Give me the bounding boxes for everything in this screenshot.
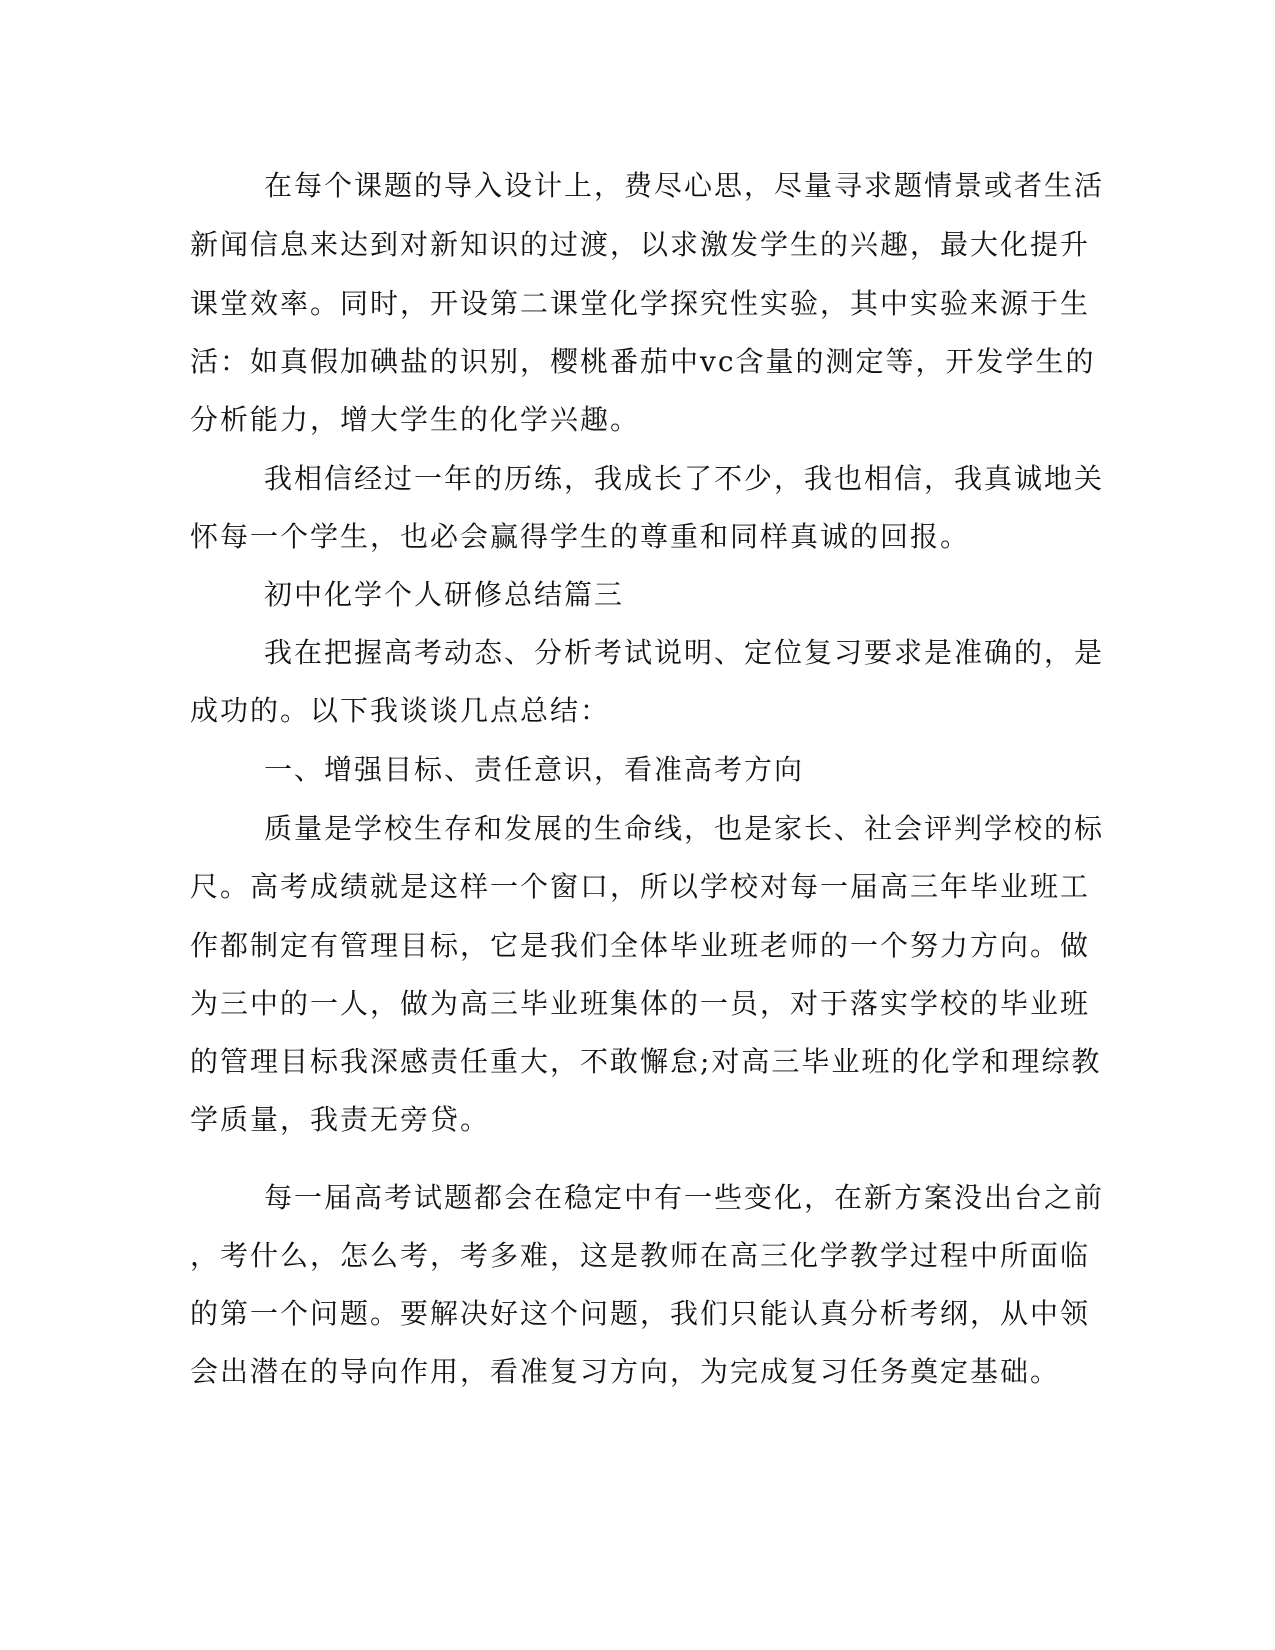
paragraph-line: 学质量，我责无旁贷。 bbox=[190, 1103, 491, 1136]
paragraph-line: 的管理目标我深感责任重大，不敢懈怠;对高三毕业班的化学和理综教 bbox=[190, 1045, 1102, 1078]
paragraph-line: 尺。高考成绩就是这样一个窗口，所以学校对每一届高三年毕业班工 bbox=[190, 870, 1091, 903]
paragraph-line: 作都制定有管理目标，它是我们全体毕业班老师的一个努力方向。做 bbox=[190, 929, 1091, 962]
paragraph-line: 会出潜在的导向作用，看准复习方向，为完成复习任务奠定基础。 bbox=[190, 1355, 1061, 1388]
paragraph-line: 怀每一个学生，也必会赢得学生的尊重和同样真诚的回报。 bbox=[190, 520, 971, 553]
paragraph-line: 为三中的一人，做为高三毕业班集体的一员，对于落实学校的毕业班 bbox=[190, 987, 1091, 1020]
subsection-heading: 一、增强目标、责任意识，看准高考方向 bbox=[264, 753, 805, 786]
paragraph-line: 质量是学校生存和发展的生命线，也是家长、社会评判学校的标 bbox=[264, 812, 1105, 845]
paragraph-line: 活：如真假加碘盐的识别，樱桃番茄中vc含量的测定等，开发学生的 bbox=[190, 345, 1096, 378]
paragraph-line: 每一届高考试题都会在稳定中有一些变化，在新方案没出台之前 bbox=[264, 1181, 1105, 1214]
paragraph-line: 课堂效率。同时，开设第二课堂化学探究性实验，其中实验来源于生 bbox=[190, 287, 1091, 320]
paragraph-line: 的第一个问题。要解决好这个问题，我们只能认真分析考纲，从中领 bbox=[190, 1297, 1091, 1330]
paragraph-line: 分析能力，增大学生的化学兴趣。 bbox=[190, 403, 641, 436]
section-heading: 初中化学个人研修总结篇三 bbox=[264, 578, 625, 611]
paragraph-line: 成功的。以下我谈谈几点总结： bbox=[190, 694, 611, 727]
paragraph-line: 在每个课题的导入设计上，费尽心思，尽量寻求题情景或者生活 bbox=[264, 169, 1105, 202]
paragraph-line: ，考什么，怎么考，考多难，这是教师在高三化学教学过程中所面临 bbox=[190, 1239, 1091, 1272]
paragraph-line: 我在把握高考动态、分析考试说明、定位复习要求是准确的，是 bbox=[264, 636, 1105, 669]
paragraph-line: 新闻信息来达到对新知识的过渡，以求激发学生的兴趣，最大化提升 bbox=[190, 228, 1091, 261]
paragraph-line: 我相信经过一年的历练，我成长了不少，我也相信，我真诚地关 bbox=[264, 462, 1105, 495]
